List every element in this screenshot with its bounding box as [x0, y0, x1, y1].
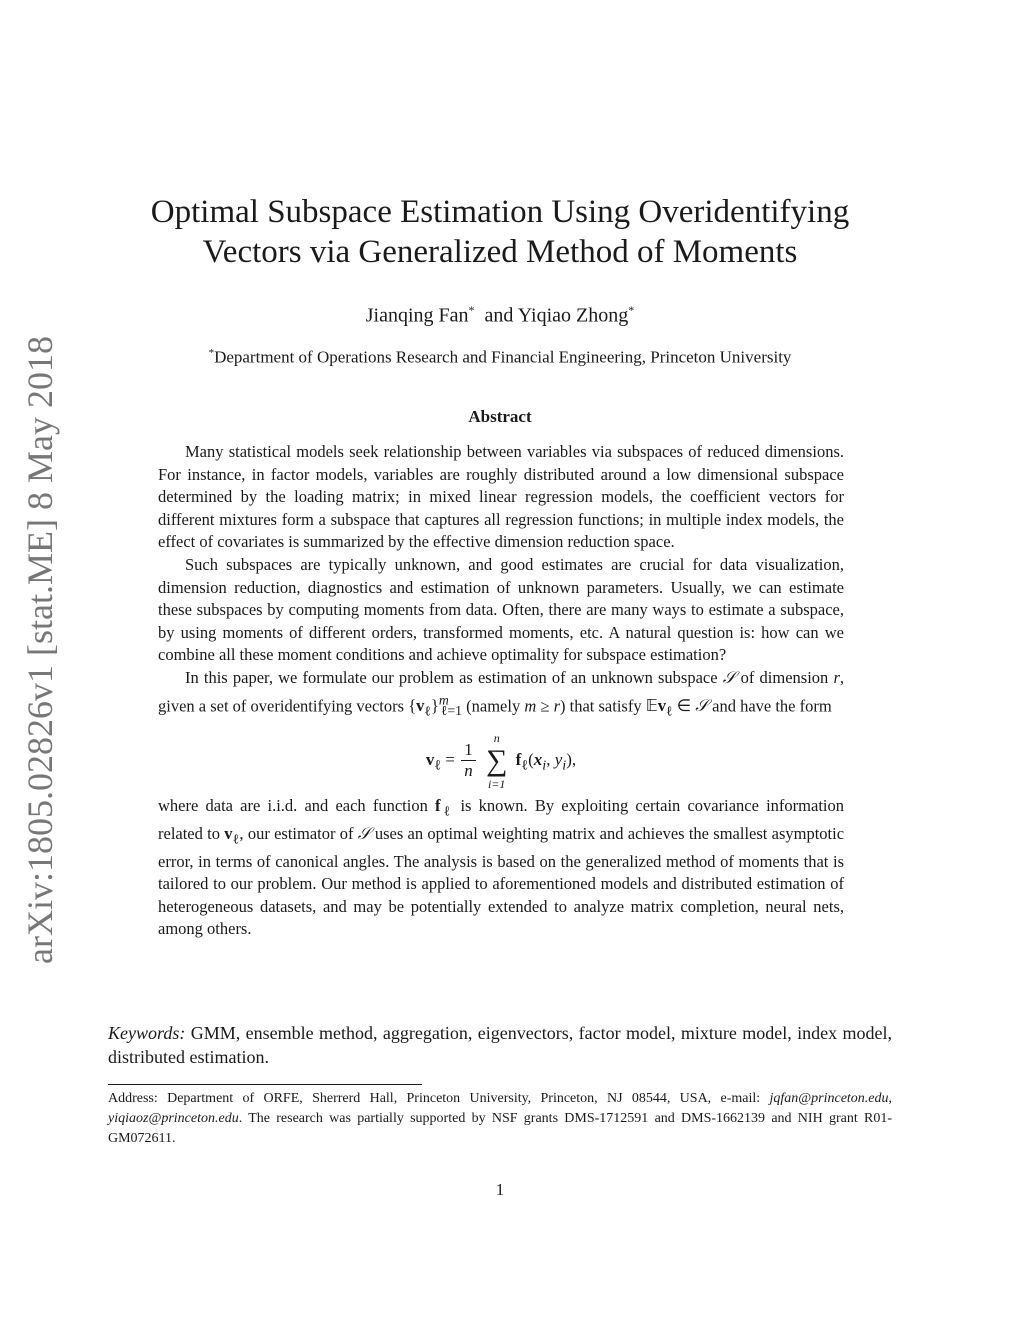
author-connector: and — [484, 304, 514, 327]
title-line-1: Optimal Subspace Estimation Using Overidentifying — [150, 194, 850, 230]
abstract-body — [158, 441, 844, 941]
arxiv-identifier: arXiv:1805.02826v1 [stat.ME] 8 May 2018 — [20, 336, 60, 964]
p3-text-a: In this paper, we formulate our problem as estimation of an unknown subspace — [185, 667, 718, 687]
affiliation-mark: * — [208, 347, 215, 359]
title-line-2: Vectors via Generalized Method of Moments — [202, 234, 798, 270]
math-v-ell: $v_\ell$ — [224, 823, 240, 847]
affiliation-text: Department of Operations Research and Financial Engineering, Princeton University — [214, 347, 792, 367]
equation-fraction: $\frac{1}{n}$ — [461, 740, 476, 781]
email-link-2[interactable]: yiqiaoz@princeton.edu — [108, 1111, 239, 1126]
footnote-text-a: Address: Department of ORFE, Sherrerd Hall, Princeton University, Princeton, NJ 08544, USA, e-mail: — [108, 1091, 761, 1106]
p4-text-b: is known. By exploiting certain covariance information related to — [158, 795, 844, 843]
abstract-paragraph-2: Such subspaces are typically unknown, and good estimates are crucial for data visualization, dimension reduction, diagnostics and estimation of unknown parameters. Usually, we can estimate these subspaces by computing moments from data. Often, there are many ways to estimate a subspace, by using moments of different orders, transformed moments, etc. A natural question is: how can we combine all these moment conditions and achieve optimality for subspace estimation? — [158, 554, 844, 665]
math-expectation: 𝔼v$_\ell$ ∈ 𝒮 — [645, 696, 708, 719]
author-2: Yiqiao Zhong — [517, 304, 629, 327]
author-1: Jianqing Fan — [365, 304, 469, 327]
p3-text-b: of dimension — [740, 667, 829, 687]
math-subspace-S-2: 𝒮 — [357, 823, 371, 843]
p4-text-a: where data are i.i.d. and each function — [158, 795, 428, 815]
page-number: 1 — [495, 1180, 505, 1199]
math-m-geq-r: m ≥ r — [524, 696, 560, 716]
math-vector-set: $\{v_\ell\}^m_{\ell=1}$ — [408, 692, 463, 719]
equation-summation: n ∑ i=1 — [486, 730, 508, 791]
math-f-ell: $f_\ell$ — [435, 795, 454, 819]
author-2-mark: * — [628, 303, 635, 317]
footnote: Address: Department of ORFE, Sherrerd Hall, Princeton University, Princeton, NJ 08544, USA, e-mail: jqfan@princeton.edu, yiqiaoz@princeton.edu. The research was partially supported by NSF grants DMS-1712591 and DMS-1662139 and NIH grant R01-GM072611. — [108, 1091, 893, 1146]
author-list — [100, 303, 900, 328]
paper-title — [100, 192, 900, 272]
keywords-label: Keywords: — [108, 1023, 186, 1043]
math-subspace-S: 𝒮 — [722, 667, 736, 687]
math-r: r — [833, 667, 840, 687]
footnote-rule — [108, 1084, 422, 1085]
p4-text-d: uses an optimal weighting matrix and achieves the smallest asymptotic error, in terms of canonical angles. The analysis is based on the generalized method of moments that is tailored to our problem. Our method is applied to aforementioned models and distributed estimation of heterogeneous datasets, and may be potentially extended to analyze matrix completion, neural nets, among others. — [158, 823, 845, 939]
author-1-mark: * — [468, 303, 475, 317]
p3-text-d: (namely — [466, 696, 521, 716]
footnote-text-b: . The research was partially supported by NSF grants DMS-1712591 and DMS-1662139 and NIH grant R01-GM072611. — [108, 1111, 892, 1146]
p4-text-c: , our estimator of — [239, 823, 354, 843]
affiliation — [100, 347, 900, 368]
keywords-text: GMM, ensemble method, aggregation, eigenvectors, factor model, mixture model, index model, distributed estimation. — [108, 1023, 892, 1067]
keywords — [108, 1021, 892, 1069]
abstract-paragraph-1: Many statistical models seek relationship between variables via subspaces of reduced dimensions. For instance, in factor models, variables are roughly distributed around a low dimensional subspace determined by the loading matrix; in mixed linear regression models, the coefficient vectors for different mixtures form a subspace that captures all regression functions; in multiple index models, the effect of covariates is summarized by the effective dimension reduction space. — [158, 442, 844, 552]
p3-text-f: and have the form — [712, 696, 832, 716]
p3-text-c: , given a set of overidentifying vectors — [158, 667, 845, 716]
abstract-heading: Abstract — [468, 407, 532, 426]
email-link-1[interactable]: jqfan@princeton.edu — [769, 1091, 889, 1106]
abstract-paragraph-3 — [158, 667, 844, 723]
abstract-paragraph-4 — [158, 795, 844, 941]
p3-text-e: ) that satisfy — [560, 696, 642, 716]
equation-vector-definition: $v_\ell$ = $\frac{1}{n}$ n ∑ i=1 $f_\ell(x_i$, $y_i$), — [425, 730, 577, 791]
